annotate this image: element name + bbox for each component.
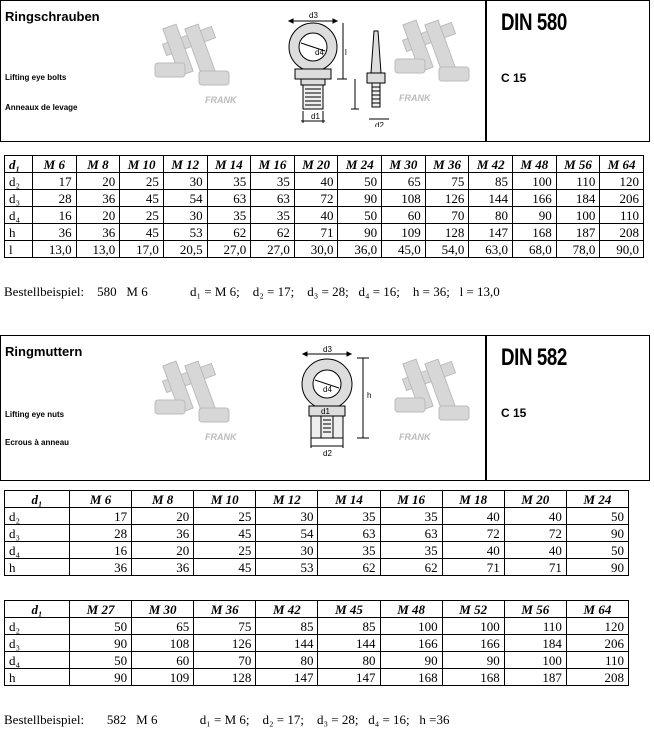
frank-logo-icon: [149, 17, 239, 109]
value-cell: 36: [132, 559, 194, 576]
row-label-cell: d₃: [5, 190, 33, 207]
header-cell-param: d₁: [5, 156, 33, 173]
value-cell: 20: [76, 173, 120, 190]
label-d1: d1: [311, 112, 320, 121]
value-cell: 62: [207, 224, 251, 241]
value-cell: 54: [163, 190, 207, 207]
value-cell: 63: [251, 190, 295, 207]
value-cell: 35: [380, 542, 442, 559]
value-cell: 71: [294, 224, 338, 241]
label-d1: d1: [321, 407, 330, 416]
header-cell-param: d₁: [5, 491, 70, 508]
value-cell: 85: [318, 618, 380, 635]
row-label-cell: h: [5, 559, 70, 576]
value-cell: 45: [120, 224, 164, 241]
table-header-row: [5, 601, 629, 618]
value-cell: 208: [600, 224, 644, 241]
frank-logo-text: FRANK: [399, 93, 431, 103]
header-cell-size: M 27: [70, 601, 132, 618]
value-cell: 36: [132, 525, 194, 542]
value-cell: 90,0: [600, 241, 644, 258]
din580-header-left: [1, 1, 487, 141]
header-cell-size: M 8: [76, 156, 120, 173]
frank-logo-text: FRANK: [399, 432, 431, 442]
value-cell: 25: [194, 542, 256, 559]
value-cell: 70: [425, 207, 469, 224]
value-cell: 75: [425, 173, 469, 190]
row-label-cell: d₂: [5, 508, 70, 525]
header-cell-size: M 52: [442, 601, 504, 618]
table-row: [5, 241, 644, 258]
value-cell: 63,0: [469, 241, 513, 258]
value-cell: 90: [566, 559, 628, 576]
value-cell: 13,0: [33, 241, 77, 258]
row-label-cell: h: [5, 669, 70, 686]
table-row: [5, 173, 644, 190]
header-cell-size: M 18: [442, 491, 504, 508]
value-cell: 27,0: [207, 241, 251, 258]
value-cell: 30: [256, 542, 318, 559]
din582-subtitle-fr: Ecrous à anneau: [5, 438, 70, 447]
value-cell: 147: [469, 224, 513, 241]
header-cell-size: M 45: [318, 601, 380, 618]
value-cell: 90: [70, 669, 132, 686]
header-cell-size: M 20: [504, 491, 566, 508]
value-cell: 90: [380, 652, 442, 669]
label-d4: d4: [323, 385, 332, 394]
value-cell: 50: [338, 207, 382, 224]
value-cell: 40: [442, 542, 504, 559]
value-cell: 71: [504, 559, 566, 576]
value-cell: 50: [566, 542, 628, 559]
frank-logo-icon: [389, 352, 479, 444]
value-cell: 40: [442, 508, 504, 525]
din582-table-small: [4, 490, 629, 576]
value-cell: 36: [76, 224, 120, 241]
value-cell: 40: [504, 542, 566, 559]
value-cell: 16: [33, 207, 77, 224]
value-cell: 100: [513, 173, 557, 190]
header-cell-size: M 64: [600, 156, 644, 173]
value-cell: 45: [194, 525, 256, 542]
row-label-cell: d₄: [5, 652, 70, 669]
value-cell: 62: [251, 224, 295, 241]
header-cell-size: M 12: [163, 156, 207, 173]
value-cell: 20: [132, 508, 194, 525]
value-cell: 45,0: [382, 241, 426, 258]
row-label-cell: h: [5, 224, 33, 241]
table-row: [5, 190, 644, 207]
header-cell-size: M 56: [556, 156, 600, 173]
din580-subtitle-en: Lifting eye bolts: [5, 73, 67, 82]
value-cell: 13,0: [76, 241, 120, 258]
value-cell: 110: [504, 618, 566, 635]
value-cell: 100: [556, 207, 600, 224]
value-cell: 36: [70, 559, 132, 576]
value-cell: 54,0: [425, 241, 469, 258]
value-cell: 36,0: [338, 241, 382, 258]
value-cell: 120: [600, 173, 644, 190]
din580-title: Ringschrauben: [5, 9, 100, 24]
din580-table: [4, 155, 644, 258]
value-cell: 144: [256, 635, 318, 652]
value-cell: 17: [33, 173, 77, 190]
value-cell: 40: [504, 508, 566, 525]
eye-nut-drawing: [283, 346, 379, 456]
din582-header-left: [1, 336, 487, 480]
value-cell: 90: [442, 652, 504, 669]
header-cell-size: M 30: [382, 156, 426, 173]
value-cell: 50: [70, 618, 132, 635]
header-cell-size: M 24: [566, 491, 628, 508]
header-cell-size: M 36: [194, 601, 256, 618]
value-cell: 35: [207, 173, 251, 190]
din582-order-example: Bestellbeispiel: 582 M 6 d₁ = M 6; d₂ = 17; d₃ = 28; d₄ = 16; h =36: [4, 712, 450, 727]
value-cell: 208: [566, 669, 628, 686]
value-cell: 144: [318, 635, 380, 652]
row-label-cell: d₃: [5, 635, 70, 652]
label-d4: d4: [315, 48, 324, 57]
din582-header: [0, 335, 650, 481]
table-row: [5, 559, 629, 576]
value-cell: 40: [294, 207, 338, 224]
value-cell: 71: [442, 559, 504, 576]
table-row: [5, 508, 629, 525]
table-row: [5, 652, 629, 669]
table-row: [5, 224, 644, 241]
din580-header-right: [487, 1, 649, 141]
value-cell: 30: [256, 508, 318, 525]
value-cell: 90: [338, 190, 382, 207]
value-cell: 30,0: [294, 241, 338, 258]
value-cell: 25: [120, 173, 164, 190]
din582-standard: DIN 582: [501, 344, 567, 371]
din580-order-example: Bestellbeispiel: 580 M 6 d₁ = M 6; d₂ = 17; d₃ = 28; d₄ = 16; h = 36; l = 13,0: [4, 284, 500, 299]
value-cell: 35: [318, 508, 380, 525]
value-cell: 28: [70, 525, 132, 542]
value-cell: 63: [207, 190, 251, 207]
value-cell: 144: [469, 190, 513, 207]
header-cell-size: M 24: [338, 156, 382, 173]
row-label-cell: l: [5, 241, 33, 258]
eye-bolt-drawing: [271, 7, 401, 127]
header-cell-size: M 20: [294, 156, 338, 173]
value-cell: 50: [338, 173, 382, 190]
value-cell: 17: [70, 508, 132, 525]
din580-header: [0, 0, 650, 142]
header-cell-size: M 10: [120, 156, 164, 173]
value-cell: 85: [256, 618, 318, 635]
value-cell: 187: [504, 669, 566, 686]
value-cell: 110: [556, 173, 600, 190]
value-cell: 62: [380, 559, 442, 576]
header-cell-size: M 30: [132, 601, 194, 618]
value-cell: 72: [442, 525, 504, 542]
value-cell: 187: [556, 224, 600, 241]
value-cell: 72: [294, 190, 338, 207]
frank-logo-icon: [389, 13, 479, 105]
value-cell: 70: [194, 652, 256, 669]
value-cell: 60: [132, 652, 194, 669]
value-cell: 80: [256, 652, 318, 669]
value-cell: 25: [194, 508, 256, 525]
value-cell: 109: [132, 669, 194, 686]
value-cell: 110: [600, 207, 644, 224]
value-cell: 17,0: [120, 241, 164, 258]
header-cell-size: M 14: [207, 156, 251, 173]
value-cell: 166: [513, 190, 557, 207]
value-cell: 35: [251, 207, 295, 224]
value-cell: 168: [442, 669, 504, 686]
din580-material: C 15: [501, 71, 527, 85]
value-cell: 128: [425, 224, 469, 241]
value-cell: 35: [207, 207, 251, 224]
value-cell: 54: [256, 525, 318, 542]
din582-header-right: [487, 336, 649, 480]
value-cell: 85: [469, 173, 513, 190]
table-row: [5, 618, 629, 635]
din582-subtitle-en: Lifting eye nuts: [5, 410, 65, 419]
value-cell: 100: [380, 618, 442, 635]
value-cell: 65: [382, 173, 426, 190]
value-cell: 128: [194, 669, 256, 686]
table-row: [5, 542, 629, 559]
label-d2: d2: [323, 449, 332, 456]
din580-standard: DIN 580: [501, 9, 567, 36]
row-label-cell: d₂: [5, 173, 33, 190]
value-cell: 206: [566, 635, 628, 652]
value-cell: 35: [251, 173, 295, 190]
value-cell: 68,0: [513, 241, 557, 258]
row-label-cell: d₄: [5, 542, 70, 559]
label-l: l: [345, 48, 347, 57]
table-header-row: [5, 156, 644, 173]
row-label-cell: d₄: [5, 207, 33, 224]
row-label-cell: d₂: [5, 618, 70, 635]
value-cell: 147: [318, 669, 380, 686]
value-cell: 108: [382, 190, 426, 207]
value-cell: 62: [318, 559, 380, 576]
value-cell: 184: [556, 190, 600, 207]
din582-material: C 15: [501, 406, 527, 420]
value-cell: 168: [380, 669, 442, 686]
value-cell: 63: [380, 525, 442, 542]
value-cell: 206: [600, 190, 644, 207]
value-cell: 20: [132, 542, 194, 559]
value-cell: 53: [256, 559, 318, 576]
label-h: h: [367, 391, 372, 400]
value-cell: 100: [504, 652, 566, 669]
header-cell-size: M 36: [425, 156, 469, 173]
value-cell: 45: [120, 190, 164, 207]
value-cell: 35: [318, 542, 380, 559]
header-cell-size: M 48: [380, 601, 442, 618]
value-cell: 147: [256, 669, 318, 686]
header-cell-size: M 12: [256, 491, 318, 508]
value-cell: 28: [33, 190, 77, 207]
value-cell: 45: [194, 559, 256, 576]
din580-subtitle-fr: Anneaux de levage: [5, 103, 78, 112]
frank-logo-icon: [149, 354, 239, 446]
value-cell: 100: [442, 618, 504, 635]
frank-logo-text: FRANK: [205, 432, 237, 442]
table-row: [5, 207, 644, 224]
header-cell-size: M 8: [132, 491, 194, 508]
value-cell: 36: [33, 224, 77, 241]
frank-logo-text: FRANK: [205, 95, 237, 105]
value-cell: 53: [163, 224, 207, 241]
header-cell-size: M 48: [513, 156, 557, 173]
header-cell-size: M 16: [380, 491, 442, 508]
value-cell: 80: [318, 652, 380, 669]
header-cell-size: M 64: [566, 601, 628, 618]
value-cell: 166: [380, 635, 442, 652]
header-cell-size: M 14: [318, 491, 380, 508]
label-d3: d3: [323, 346, 332, 354]
value-cell: 63: [318, 525, 380, 542]
value-cell: 30: [163, 207, 207, 224]
value-cell: 72: [504, 525, 566, 542]
value-cell: 184: [504, 635, 566, 652]
value-cell: 30: [163, 173, 207, 190]
value-cell: 25: [120, 207, 164, 224]
value-cell: 40: [294, 173, 338, 190]
value-cell: 109: [382, 224, 426, 241]
table-row: [5, 635, 629, 652]
value-cell: 35: [380, 508, 442, 525]
value-cell: 168: [513, 224, 557, 241]
value-cell: 166: [442, 635, 504, 652]
value-cell: 16: [70, 542, 132, 559]
table-row: [5, 669, 629, 686]
value-cell: 36: [76, 190, 120, 207]
header-cell-size: M 6: [33, 156, 77, 173]
value-cell: 78,0: [556, 241, 600, 258]
value-cell: 50: [70, 652, 132, 669]
din582-table-large: [4, 600, 629, 686]
header-cell-size: M 56: [504, 601, 566, 618]
value-cell: 65: [132, 618, 194, 635]
value-cell: 27,0: [251, 241, 295, 258]
value-cell: 20: [76, 207, 120, 224]
value-cell: 80: [469, 207, 513, 224]
value-cell: 75: [194, 618, 256, 635]
label-d2: d2: [375, 121, 384, 127]
header-cell-size: M 10: [194, 491, 256, 508]
value-cell: 90: [566, 525, 628, 542]
header-cell-size: M 6: [70, 491, 132, 508]
header-cell-size: M 42: [469, 156, 513, 173]
value-cell: 20,5: [163, 241, 207, 258]
header-cell-size: M 16: [251, 156, 295, 173]
row-label-cell: d₃: [5, 525, 70, 542]
value-cell: 126: [194, 635, 256, 652]
value-cell: 90: [70, 635, 132, 652]
header-cell-param: d₁: [5, 601, 70, 618]
table-row: [5, 525, 629, 542]
value-cell: 126: [425, 190, 469, 207]
label-d3: d3: [309, 11, 318, 20]
value-cell: 108: [132, 635, 194, 652]
din582-title: Ringmuttern: [5, 344, 83, 359]
value-cell: 90: [513, 207, 557, 224]
table-header-row: [5, 491, 629, 508]
value-cell: 110: [566, 652, 628, 669]
value-cell: 60: [382, 207, 426, 224]
value-cell: 90: [338, 224, 382, 241]
header-cell-size: M 42: [256, 601, 318, 618]
value-cell: 50: [566, 508, 628, 525]
value-cell: 120: [566, 618, 628, 635]
